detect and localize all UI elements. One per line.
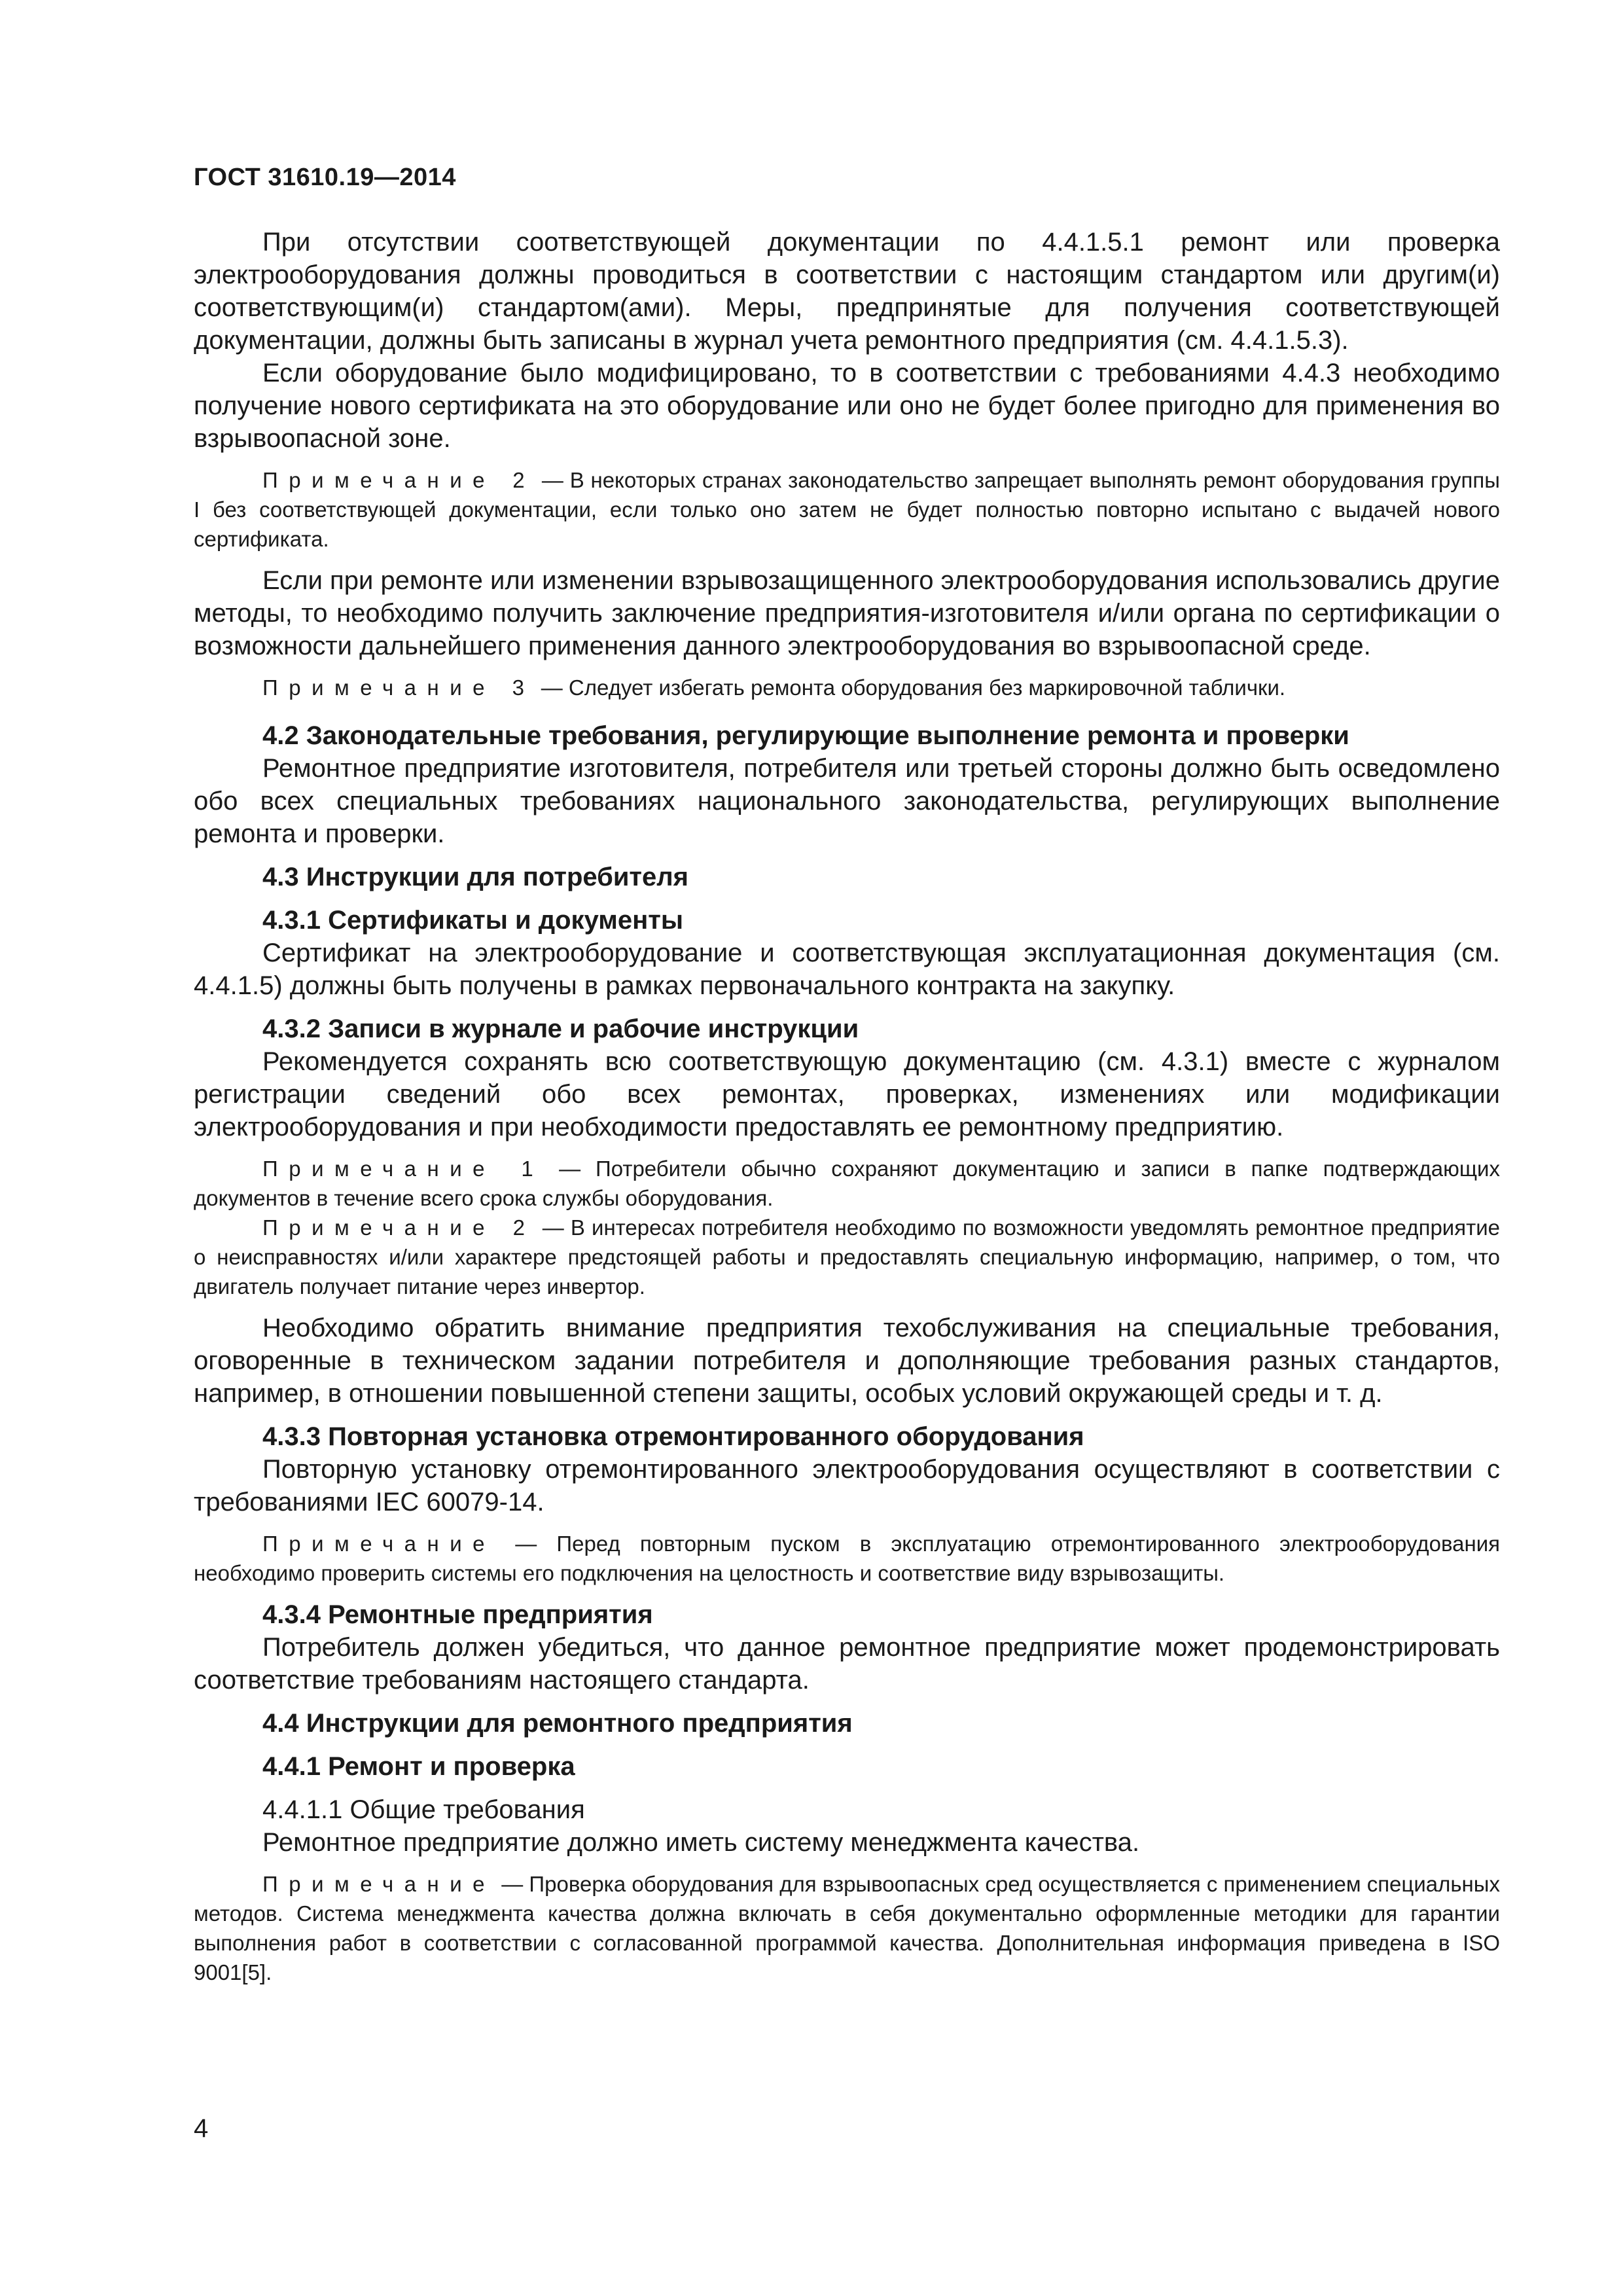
- section-heading: 4.3.4 Ремонтные предприятия: [262, 1600, 653, 1629]
- body-paragraph: Если оборудование было модифицировано, то в соответствии с требованиями 4.4.3 необходимо получение нового сертификата на это оборудование или оно не будет более пригодно для применения во взрывоопасной зоне.: [194, 359, 1500, 453]
- spacer: [194, 850, 1500, 861]
- spacer: [194, 893, 1500, 904]
- note-label: Примечание: [262, 1872, 496, 1896]
- body-paragraph: Ремонтное предприятие должно иметь систему менеджмента качества.: [262, 1828, 1140, 1857]
- note-text: — Проверка оборудования для взрывоопасных сред осуществляется с применением специальных методов. Система менеджмента качества должна включать в себя документально оформленные методики для гарантии выполнения работ в соответствии с согласованной программой качества. Дополнительная информация приведена в ISO 9001[5].: [194, 1872, 1500, 1984]
- spacer: [194, 1002, 1500, 1013]
- section-heading: 4.4 Инструкции для ремонтного предприятия: [262, 1709, 853, 1738]
- note-label: Примечание 1: [262, 1157, 544, 1181]
- section-heading: 4.3.2 Записи в журнале и рабочие инструкции: [262, 1014, 859, 1043]
- body-paragraph: Необходимо обратить внимание предприятия техобслуживания на специальные требования, оговоренные в техническом задании потребителя и дополняющие требования разных стандартов, например, в отношении повышенной степени защиты, особых условий окружающей среды и т. д.: [194, 1314, 1500, 1408]
- spacer: [194, 702, 1500, 719]
- note-label: Примечание 3: [262, 675, 535, 700]
- spacer: [194, 1143, 1500, 1154]
- note-paragraph: [194, 1213, 1500, 1301]
- spacer: [194, 662, 1500, 673]
- body-paragraph: Рекомендуется сохранять всю соответствующую документацию (см. 4.3.1) вместе с журналом регистрации сведений обо всех ремонтах, проверках, изменениях или модификации электрооборудования и при необходимости предоставлять ее ремонтному предприятию.: [194, 1047, 1500, 1141]
- section-heading: 4.4.1 Ремонт и проверка: [262, 1752, 575, 1781]
- spacer: [194, 1588, 1500, 1598]
- spacer: [194, 1859, 1500, 1869]
- spacer: [194, 1301, 1500, 1312]
- note-paragraph: [194, 465, 1500, 554]
- body-paragraph: Если при ремонте или изменении взрывозащищенного электрооборудования использовались другие методы, то необходимо получить заключение предприятия-изготовителя и/или органа по сертификации о возможности дальнейшего применения данного электрооборудования во взрывоопасной среде.: [194, 566, 1500, 660]
- spacer: [194, 1410, 1500, 1420]
- note-text: — Следует избегать ремонта оборудования без маркировочной таблички.: [535, 675, 1286, 700]
- document-body: [194, 226, 1500, 1987]
- note-label: Примечание 2: [262, 468, 536, 492]
- spacer: [194, 1696, 1500, 1707]
- section-heading: 4.3 Инструкции для потребителя: [262, 863, 688, 891]
- spacer: [194, 1783, 1500, 1793]
- spacer: [194, 1740, 1500, 1750]
- section-heading: 4.3.3 Повторная установка отремонтированного оборудования: [262, 1422, 1084, 1451]
- page-number: 4: [194, 2114, 209, 2143]
- body-paragraph: При отсутствии соответствующей документации по 4.4.1.5.1 ремонт или проверка электрооборудования должны проводиться в соответствии с настоящим стандартом или другим(и) соответствующим(и) стандартом(ами). Меры, предпринятые для получения соответствующей документации, должны быть записаны в журнал учета ремонтного предприятия (см. 4.4.1.5.3).: [194, 228, 1500, 355]
- note-text: — В некоторых странах законодательство запрещает выполнять ремонт оборудования группы I без соответствующей документации, если только оно затем не будет полностью повторно испытано с выдачей нового сертификата.: [194, 468, 1500, 551]
- page-header-title: ГОСТ 31610.19—2014: [194, 164, 456, 191]
- spacer: [194, 455, 1500, 465]
- spacer: [194, 1518, 1500, 1529]
- note-paragraph: [194, 673, 1500, 702]
- body-paragraph: Сертификат на электрооборудование и соответствующая эксплуатационная документация (см. 4.4.1.5) должны быть получены в рамках первоначального контракта на закупку.: [194, 939, 1500, 1000]
- note-label: Примечание: [262, 1532, 496, 1556]
- section-heading: 4.3.1 Сертификаты и документы: [262, 906, 684, 935]
- body-paragraph: Повторную установку отремонтированного электрооборудования осуществляют в соответствии с требованиями IEC 60079-14.: [194, 1455, 1500, 1516]
- body-paragraph: Потребитель должен убедиться, что данное ремонтное предприятие может продемонстрировать соответствие требованиям настоящего стандарта.: [194, 1633, 1500, 1695]
- note-text: — В интересах потребителя необходимо по возможности уведомлять ремонтное предприятие о неисправностях и/или характере предстоящей работы и предоставлять специальную информацию, например, о том, что двигатель получает питание через инвертор.: [194, 1215, 1501, 1299]
- spacer: [194, 554, 1500, 564]
- body-paragraph: Ремонтное предприятие изготовителя, потребителя или третьей стороны должно быть осведомлено обо всех специальных требованиях национального законодательства, регулирующих выполнение ремонта и проверки.: [194, 754, 1500, 848]
- note-text: — Перед повторным пуском в эксплуатацию отремонтированного электрооборудования необходимо проверить системы его подключения на целостность и соответствие виду взрывозащиты.: [194, 1532, 1500, 1585]
- note-label: Примечание 2: [262, 1215, 536, 1240]
- note-paragraph: [194, 1529, 1500, 1588]
- note-paragraph: [194, 1154, 1500, 1213]
- note-text: — Потребители обычно сохраняют документацию и записи в папке подтверждающих документов в течение всего срока службы оборудования.: [194, 1157, 1500, 1210]
- subsection-heading: 4.4.1.1 Общие требования: [262, 1795, 585, 1824]
- section-heading: 4.2 Законодательные требования, регулирующие выполнение ремонта и проверки: [262, 721, 1349, 750]
- note-paragraph: [194, 1869, 1500, 1987]
